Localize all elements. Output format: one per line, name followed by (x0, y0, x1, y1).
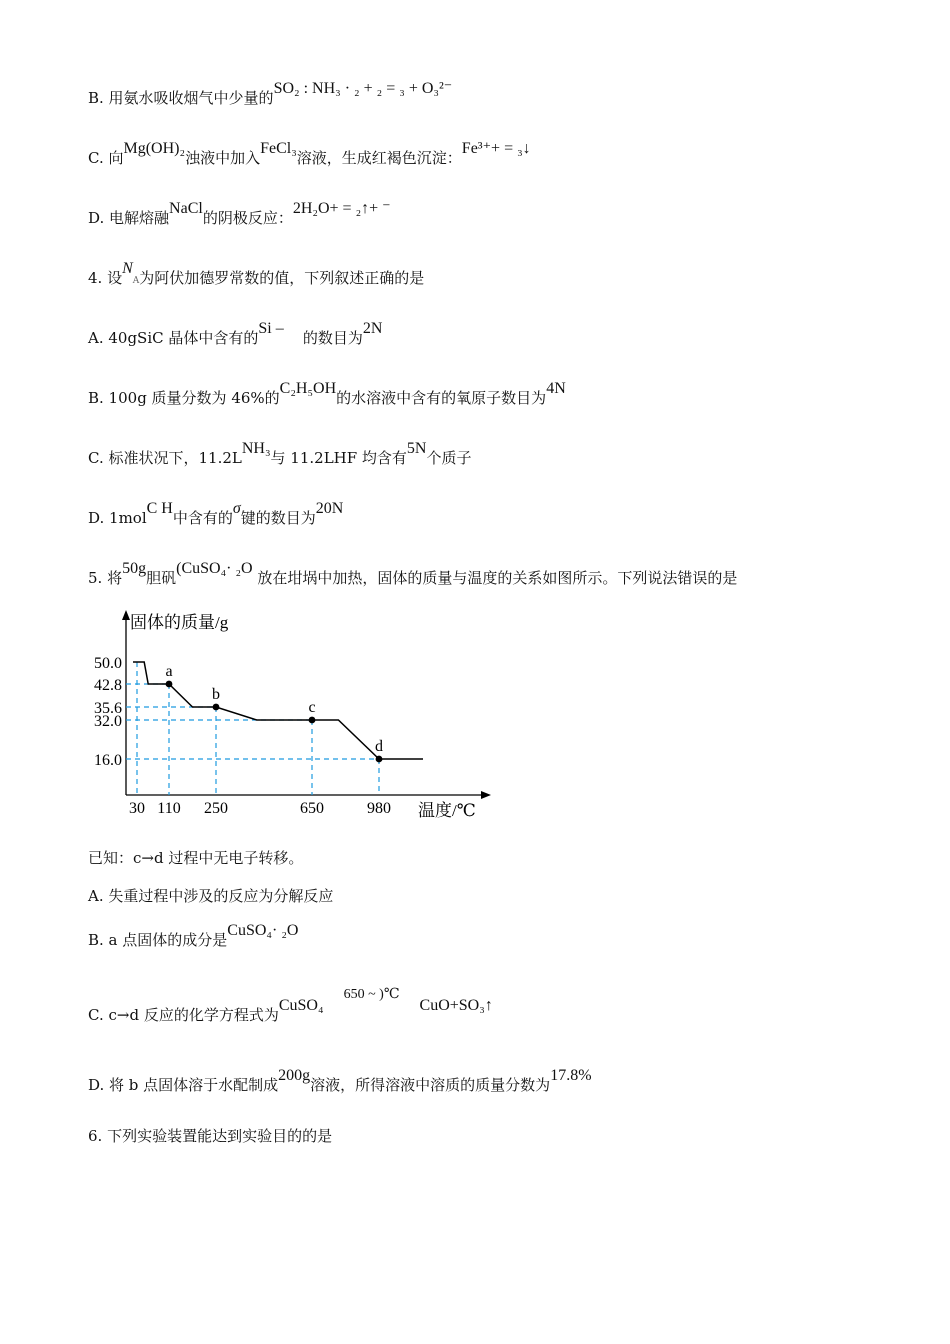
note-text: 已知：c→d 过程中无电子转移。 (88, 849, 304, 867)
formula-image: 17.8% (550, 1067, 592, 1084)
point-label-c: c (308, 699, 316, 716)
formula-image: NH₃ (241, 440, 271, 457)
option-c-q3 (88, 140, 531, 169)
x-tick-label: 650 (300, 800, 324, 817)
x-tick-label: 250 (204, 800, 228, 817)
question-text: 放在坩埚中加热，固体的质量与温度的关系如图所示。下列说法错误的是 (257, 569, 738, 587)
option-text: 溶液，所得溶液中溶质的质量分数为 (310, 1076, 551, 1094)
formula-image: CuO+SO₃↑ (419, 997, 493, 1014)
option-text: D. 将 b 点固体溶于水配制成 (88, 1076, 279, 1094)
option-text: 的数目为 (302, 329, 363, 347)
formula-image: CuSO₄· ₂O (227, 922, 299, 939)
formula-image: CuSO₄ (278, 997, 324, 1014)
formula-image: FeCl₃ (260, 140, 297, 157)
formula-image: (CuSO₄· ₂O (176, 560, 253, 577)
option-c-q5 (88, 987, 493, 1027)
y-tick-label: 50.0 (94, 655, 122, 672)
option-text: D. 1mol (88, 509, 147, 527)
x-tick-label: 980 (367, 800, 391, 817)
option-b-q3 (88, 80, 453, 109)
x-tick-label: 30 (129, 800, 145, 817)
question-text: 6. 下列实验装置能达到实验目的的是 (88, 1127, 333, 1145)
option-text: 的水溶液中含有的氧原子数目为 (336, 389, 547, 407)
y-tick-label: 42.8 (94, 677, 122, 694)
reaction-condition: 650 ~ )℃ (343, 987, 400, 1002)
option-b-q4 (88, 380, 566, 409)
option-text: 的阴极反应： (202, 209, 293, 227)
formula-image: Fe³⁺+ = ₃↓ (461, 140, 531, 157)
data-point-a (166, 681, 173, 688)
option-text: A. 40gSiC 晶体中含有的 (88, 329, 259, 347)
x-axis-title: 温度/℃ (418, 801, 476, 820)
formula-image: SO₂ : NH₃ · ₂ + ₂ = ₃ + O₃²⁻ (273, 80, 453, 97)
option-d-q3 (88, 200, 391, 229)
question-4: 4. 设NA为阿伏加德罗常数的值，下列叙述正确的是 (88, 260, 425, 287)
data-point-d (376, 756, 383, 763)
point-label-d: d (375, 738, 383, 755)
y-tick-label: 35.6 (94, 700, 122, 717)
x-axis-arrow (481, 791, 491, 799)
formula-image: 5N (406, 440, 427, 457)
option-text: 浊液中加入 (185, 149, 261, 167)
formula-image: 200g (278, 1067, 311, 1084)
formula-image: C₂H₅OH (279, 380, 337, 397)
point-label-a: a (165, 663, 173, 680)
question-text: 胆矾 (146, 569, 177, 587)
formula-image: 20N (315, 500, 344, 517)
y-tick-label: 32.0 (94, 713, 122, 730)
formula-image: 50g (122, 560, 147, 577)
y-axis-title: 固体的质量/g (130, 613, 229, 632)
option-text: B. 100g 质量分数为 46%的 (88, 389, 280, 407)
question-text: 5. 将 (88, 569, 123, 587)
option-text: 与 11.2LHF 均含有 (270, 449, 407, 467)
option-text: 溶液，生成红褐色沉淀： (296, 149, 462, 167)
point-label-b: b (212, 686, 220, 703)
formula-image: C H (146, 500, 173, 517)
option-b-q5 (88, 922, 299, 951)
option-text: 中含有的 (172, 509, 233, 527)
formula-image: 4N (546, 380, 566, 397)
option-text: 键的数目为 (240, 509, 316, 527)
formula-image: Mg(OH)₂ (123, 140, 186, 157)
question-6 (88, 1126, 332, 1146)
option-text: A. 失重过程中涉及的反应为分解反应 (88, 887, 334, 905)
known-note (88, 848, 303, 868)
data-point-c (309, 717, 316, 724)
formula-image: N (122, 260, 133, 277)
formula-image: 2N (362, 320, 383, 337)
option-d-q5 (88, 1067, 592, 1096)
option-text: B. 用氨水吸收烟气中少量的 (88, 89, 274, 107)
option-d-q4 (88, 500, 344, 529)
x-tick-label: 110 (157, 800, 181, 817)
option-text: B. a 点固体的成分是 (88, 931, 228, 949)
option-a-q5 (88, 886, 333, 906)
option-text: C. 标准状况下，11.2L (88, 449, 242, 467)
formula-image: Si – (258, 320, 284, 337)
option-a-q4 (88, 320, 383, 349)
question-5 (88, 560, 738, 589)
option-text: C. c→d 反应的化学方程式为 (88, 1006, 279, 1024)
formula-image: σ (232, 500, 241, 517)
formula-image: NaCl (169, 200, 203, 217)
question-text: 4. 设 (88, 269, 123, 287)
option-c-q4 (88, 440, 472, 469)
option-text: D. 电解熔融 (88, 209, 170, 227)
question-text: 为阿伏加德罗常数的值，下列叙述正确的是 (139, 269, 425, 287)
option-text: 个质子 (426, 449, 472, 467)
formula-image: 2H₂O+ = ₂↑+ ⁻ (292, 200, 391, 217)
y-axis-arrow (122, 610, 130, 620)
data-point-b (213, 704, 220, 711)
mass-temperature-chart (88, 606, 498, 824)
y-tick-label: 16.0 (94, 752, 122, 769)
option-text: C. 向 (88, 149, 124, 167)
